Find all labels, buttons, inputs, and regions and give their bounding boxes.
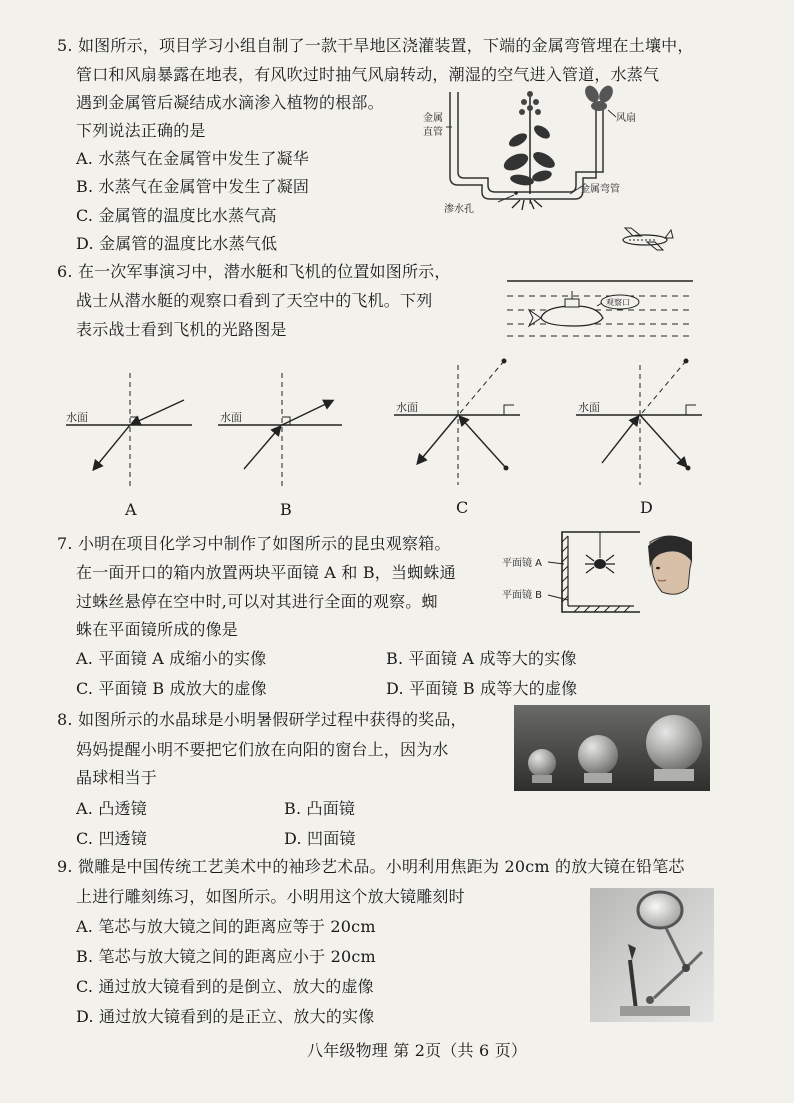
q8-option-d: D. 凹面镜 xyxy=(284,829,356,848)
q5-option-b: B. 水蒸气在金属管中发生了凝固 xyxy=(76,177,310,196)
q5-line3: 遇到金属管后凝结成水滴渗入植物的根部。 xyxy=(76,93,384,112)
q7-line4: 蛛在平面镜所成的像是 xyxy=(76,620,239,639)
q9-line2: 上进行雕刻练习，如图所示。小明用这个放大镜雕刻时 xyxy=(76,887,465,906)
q6-ray-diagrams xyxy=(60,355,720,520)
surface-label-d: 水面 xyxy=(578,401,600,414)
q5-option-d: D. 金属管的温度比水蒸气低 xyxy=(76,234,278,253)
q7-line3: 过蛛丝悬停在空中时,可以对其进行全面的观察。蜘 xyxy=(76,592,438,611)
q5-line1: 5. 如图所示，项目学习小组自制了一款干旱地区浇灌装置，下端的金属弯管埋在土壤中， xyxy=(57,36,694,55)
q7-label-mirror-a: 平面镜 A xyxy=(502,558,543,569)
q8-option-c: C. 凹透镜 xyxy=(76,829,148,848)
q9-option-c: C. 通过放大镜看到的是倒立、放大的虚像 xyxy=(76,977,374,996)
surface-label-a: 水面 xyxy=(66,411,88,424)
q8-line2: 妈妈提醒小明不要把它们放在向阳的窗台上，因为水 xyxy=(76,740,449,759)
q7-insect-box-figure xyxy=(500,528,700,620)
q9-option-d: D. 通过放大镜看到的是正立、放大的实像 xyxy=(76,1007,375,1026)
page-footer: 八年级物理 第 2页（共 6 页） xyxy=(307,1041,528,1060)
q8-line3: 晶球相当于 xyxy=(76,768,158,787)
q5-option-a: A. 水蒸气在金属管中发生了凝华 xyxy=(76,149,309,168)
q6-choice-a: A xyxy=(125,500,137,519)
q6-sub-plane-figure xyxy=(505,226,695,340)
observer-head-icon xyxy=(648,536,692,594)
q6-choice-c: C xyxy=(456,498,469,517)
q5-label-bent-pipe: 金属弯管 xyxy=(580,184,620,195)
q7-line2: 在一面开口的箱内放置两块平面镜 A 和 B，当蜘蛛通 xyxy=(76,563,456,582)
q7-line1: 7. 小明在项目化学习中制作了如图所示的昆虫观察箱。 xyxy=(57,534,451,553)
ray-diagram-d xyxy=(576,359,702,486)
q8-option-b: B. 凸面镜 xyxy=(284,799,356,818)
q9-option-b: B. 笔芯与放大镜之间的距离应小于 20cm xyxy=(76,947,376,966)
q7-option-b: B. 平面镜 A 成等大的实像 xyxy=(386,649,577,668)
q6-line2: 战士从潜水艇的观察口看到了天空中的飞机。下列 xyxy=(76,291,433,310)
q6-line3: 表示战士看到飞机的光路图是 xyxy=(76,320,287,339)
q7-label-mirror-b: 平面镜 B xyxy=(502,590,543,601)
q9-line1: 9. 微雕是中国传统工艺美术中的袖珍艺术品。小明利用焦距为 20cm 的放大镜在铅笔芯 xyxy=(57,857,685,876)
q5-irrigation-figure xyxy=(420,82,650,217)
q7-option-a: A. 平面镜 A 成缩小的实像 xyxy=(76,649,267,668)
q7-option-c: C. 平面镜 B 成放大的虚像 xyxy=(76,679,267,698)
q8-line1: 8. 如图所示的水晶球是小明暑假研学过程中获得的奖品， xyxy=(57,710,467,729)
q5-label-fan: 风扇 xyxy=(616,113,636,124)
q7-option-d: D. 平面镜 B 成等大的虚像 xyxy=(386,679,578,698)
q5-option-c: C. 金属管的温度比水蒸气高 xyxy=(76,206,277,225)
q6-line1: 6. 在一次军事演习中，潜水艇和飞机的位置如图所示， xyxy=(57,262,451,281)
ray-diagram-b xyxy=(218,373,342,490)
ray-diagram-c xyxy=(394,359,520,486)
q6-choice-b: B xyxy=(280,500,292,519)
crystal-balls-photo xyxy=(514,705,710,791)
q5-label-metal: 金属 xyxy=(423,113,443,124)
q8-option-a: A. 凸透镜 xyxy=(76,799,147,818)
surface-label-b: 水面 xyxy=(220,411,242,424)
airplane-icon xyxy=(623,228,673,250)
magnifier-photo xyxy=(590,888,714,1022)
q9-option-a: A. 笔芯与放大镜之间的距离应等于 20cm xyxy=(76,917,376,936)
ray-diagram-a xyxy=(66,373,192,490)
q6-label-port: 观察口 xyxy=(606,298,630,307)
q5-line2: 管口和风扇暴露在地表，有风吹过时抽气风扇转动，潮湿的空气进入管道，水蒸气 xyxy=(76,65,660,84)
q5-label-hole: 渗水孔 xyxy=(444,204,474,215)
surface-label-c: 水面 xyxy=(396,401,418,414)
q5-label-straight-pipe: 直管 xyxy=(423,127,443,138)
q5-stem: 下列说法正确的是 xyxy=(76,121,206,140)
q6-choice-d: D xyxy=(640,498,654,517)
